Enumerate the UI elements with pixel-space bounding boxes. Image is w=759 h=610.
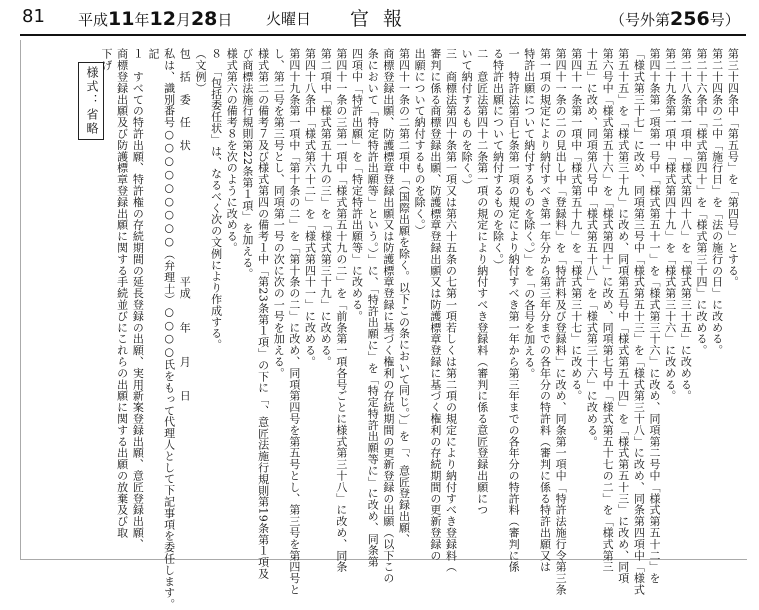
- issue-number: [610, 8, 740, 30]
- text-column: 第五十五」を「様式第三十九」に改め、同項第五号中「様式第五十四」を「様式第五十三」に改め、同項: [616, 48, 630, 584]
- text-column: 「様式第三十七」に改め、同項第三号中「様式第五十三」を「様式第三十八」に改め、同条第四項中「様式: [632, 48, 646, 596]
- era: 平成: [78, 11, 109, 29]
- text-column: （文例）: [193, 48, 207, 94]
- text-column: 四項中「特許出願」を「特定特許出願等」に改める。: [350, 48, 364, 322]
- text-column: る特許出願について納付するものを除く。）: [491, 48, 505, 271]
- text-column: 第四十条第一項第一号中「様式第五十一」を「様式第三十六」に改め、同項第二号中「様式第五十二」を: [648, 48, 662, 584]
- day-unit: 日: [217, 11, 233, 29]
- text-column: 一 特許法第百七条第一項の規定により納付すべき第一年から第三年までの各年分の特許料（審判に係: [507, 48, 521, 573]
- text-column: 第六号中「様式第五十六」を「様式第四十」に改め、同項第七号中「様式第五十七の二」を「様式第三: [601, 48, 615, 573]
- text-column: 下げ: [100, 48, 113, 71]
- text-column: 第二十六条中「様式第四十」を「様式第三十四」に改める。: [695, 48, 709, 356]
- text-column: 第二十四条の二中「施行日」を「法の施行の日」に改める。: [710, 48, 724, 356]
- text-column: 商標登録出願及び防護標章登録出願に関する手続並びにこれらの出願に関する出願の放棄及び取: [115, 48, 129, 539]
- text-column: し、第二号を第三号とし、同項第一号の次に次の一号を加える。: [272, 48, 286, 379]
- text-column: 出願について納付するものを除く。）: [413, 48, 427, 237]
- page-number: 81: [22, 6, 45, 27]
- text-column: 第一項の規定により納付すべき第一年分から第三年分までの各年分の特許料（審判に係る特許出願又は: [538, 48, 552, 573]
- issue-number-value: 256: [670, 8, 710, 30]
- text-column: 私は、識別番号○○○○○○○○○（弁理士）○○○○氏をもって代理人として下記事項を委任します。: [162, 48, 176, 610]
- text-column: 三 商標法第四十条第一項又は第六十五条の七第一項若しくは第二項の規定により納付すべき登録料（: [444, 48, 458, 573]
- year-unit: 年: [134, 11, 150, 29]
- text-column: 第三十四条中「第五号」を「第四号」とする。: [726, 48, 740, 288]
- text-column: 第四十一条の二第二項中「（国際出願を除く。以下この条において同じ。）」を「、意匠登録出願、: [397, 48, 411, 545]
- month-unit: 月: [175, 11, 191, 29]
- text-column: 条において「特定特許出願等」という。）」に、「特許出願に」を「特定特許出願等に」に改め、同条第: [366, 48, 380, 568]
- text-column: 特許出願について納付するものを除く。）」を「の各号を加える。: [522, 48, 536, 379]
- text-column: 様式第六の備考８を次のように改める。: [225, 48, 239, 254]
- text-column: 十五」に改め、同項第八号中「様式第五十八」を「様式第三十六」に改める。: [585, 48, 599, 447]
- weekday: 火曜日: [266, 10, 312, 28]
- text-column: 記: [146, 48, 160, 60]
- day: 28: [190, 8, 218, 30]
- issue-date: [78, 8, 232, 30]
- text-column: 二 意匠法第四十二条第一項の規定により納付すべき登録料（審判に係る意匠登録出願につ: [475, 48, 489, 516]
- text-column: １ すべての特許出願、特許権の存続期間の延長登録の出願、実用新案登録出願、意匠登録出願、: [131, 48, 145, 550]
- form-omitted-tag: 様式：省略: [78, 62, 104, 140]
- text-column: いて納付するものを除く。）: [460, 48, 474, 191]
- text-column: 第二項中「様式第五十九の三」を「様式第三十九」に改める。: [319, 48, 333, 368]
- text-column: 第四十九条第一項中「第十条の二」を「第十条の二」に改め、同項第四号を第五号とし、第三号を第四号と: [287, 48, 301, 596]
- text-column: 審判に係る商標登録出願、防護標章登録出願又は防護標章登録に基づく権利の存続期間の更新登録の: [428, 48, 442, 561]
- text-column: 第二十八条第一項中「様式第四十八」を「様式第三十五」に改める。: [679, 48, 693, 402]
- issue-suffix: 号）: [709, 11, 740, 29]
- paper-name: 官報: [350, 8, 417, 30]
- text-column: 商標登録出願、防護標章登録出願又は防護標章登録に基づく権利の存続期間の更新登録の出願（以下この: [381, 48, 395, 584]
- header-rule: [20, 34, 746, 36]
- year: 11: [108, 8, 135, 30]
- issue-prefix: （号外第: [610, 11, 671, 29]
- text-column: 第四十一条の三第一項中「様式第五十九の二」を「前条第一項各号ごとに様式第三十八」に改め、同条: [334, 48, 348, 573]
- text-column: ８ 「包括委任状」は、なるべく次の文例により作成する。: [209, 48, 223, 351]
- text-column: び商標法施行規則第22条第１項」を加える。: [240, 48, 254, 280]
- text-column: 第二十九条第一項中「様式第四十九」を「様式第三十六」に改める。: [663, 48, 677, 402]
- text-column: 様式第二の備考７及び様式第四の備考１中「第23条第１項」の下に「、意匠法施行規則第19条第１項及: [256, 48, 270, 580]
- text-column: 第四十八条中「様式第六十二」を「様式第四十一」に改める。: [303, 48, 317, 368]
- text-column: 第四十一条第一項中「様式第五十九」を「様式第三十七」に改める。: [569, 48, 583, 402]
- text-column: 包 括 委 任 状 平成 年 月 日: [178, 48, 192, 402]
- text-column: 第四十一条の二の見出し中「登録料」を「特許料及び登録料」に改め、同条第一項中「特許法施行令第三条: [554, 48, 568, 596]
- month: 12: [149, 8, 176, 30]
